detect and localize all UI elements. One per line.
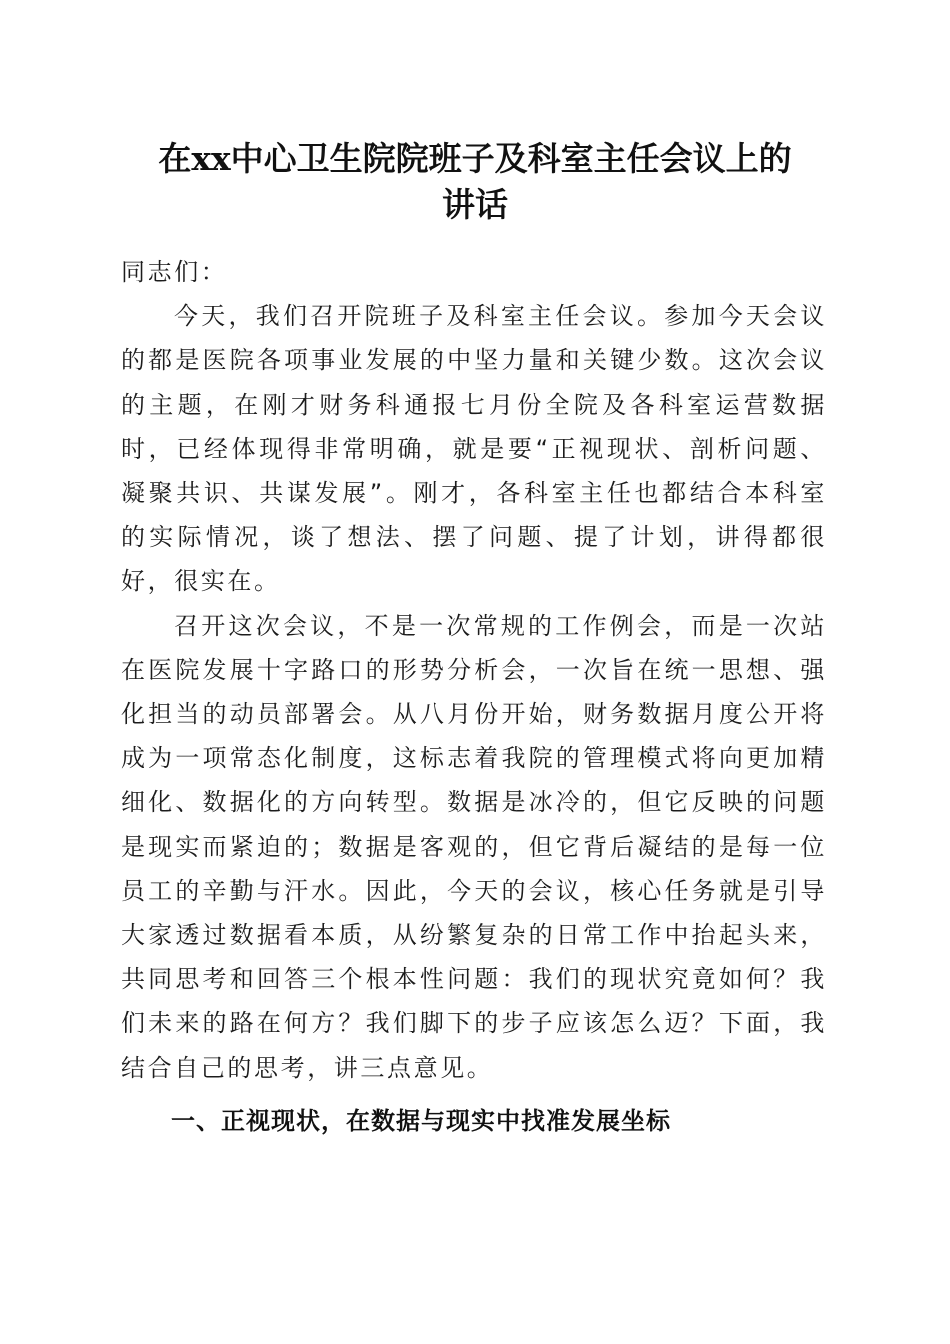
paragraph-1: 今天，我们召开院班子及科室主任会议。参加今天会议的都是医院各项事业发展的中坚力量和关键少数。这次会议的主题，在刚才财务科通报七月份全院及各科室运营数据时，已经体现得非常明确，就是要“正视现状、剖析问题、凝聚共识、共谋发展”。刚才，各科室主任也都结合本科室的实际情况，谈了想法、摆了问题、提了计划，讲得都很好，很实在。 [121, 302, 827, 596]
salutation: 同志们： [121, 258, 228, 286]
document-title [100, 136, 850, 228]
section-heading: 一、正视现状，在数据与现实中找准发展坐标 [171, 1106, 671, 1135]
paragraph-2: 召开这次会议，不是一次常规的工作例会，而是一次站在医院发展十字路口的形势分析会，一次旨在统一思想、强化担当的动员部署会。从八月份开始，财务数据月度公开将成为一项常态化制度，这标志着我院的管理模式将向更加精细化、数据化的方向转型。数据是冰冷的，但它反映的问题是现实而紧迫的；数据是客观的，但它背后凝结的是每一位员工的辛勤与汗水。因此，今天的会议，核心任务就是引导大家透过数据看本质，从纷繁复杂的日常工作中抬起头来，共同思考和回答三个根本性问题：我们的现状究竟如何？我们未来的路在何方？我们脚下的步子应该怎么迈？下面，我结合自己的思考，讲三点意见。 [121, 611, 827, 1082]
title-line-1: 在xx中心卫生院院班子及科室主任会议上的 [158, 139, 792, 178]
document-body [121, 250, 827, 1146]
title-line-2: 讲话 [442, 185, 508, 224]
